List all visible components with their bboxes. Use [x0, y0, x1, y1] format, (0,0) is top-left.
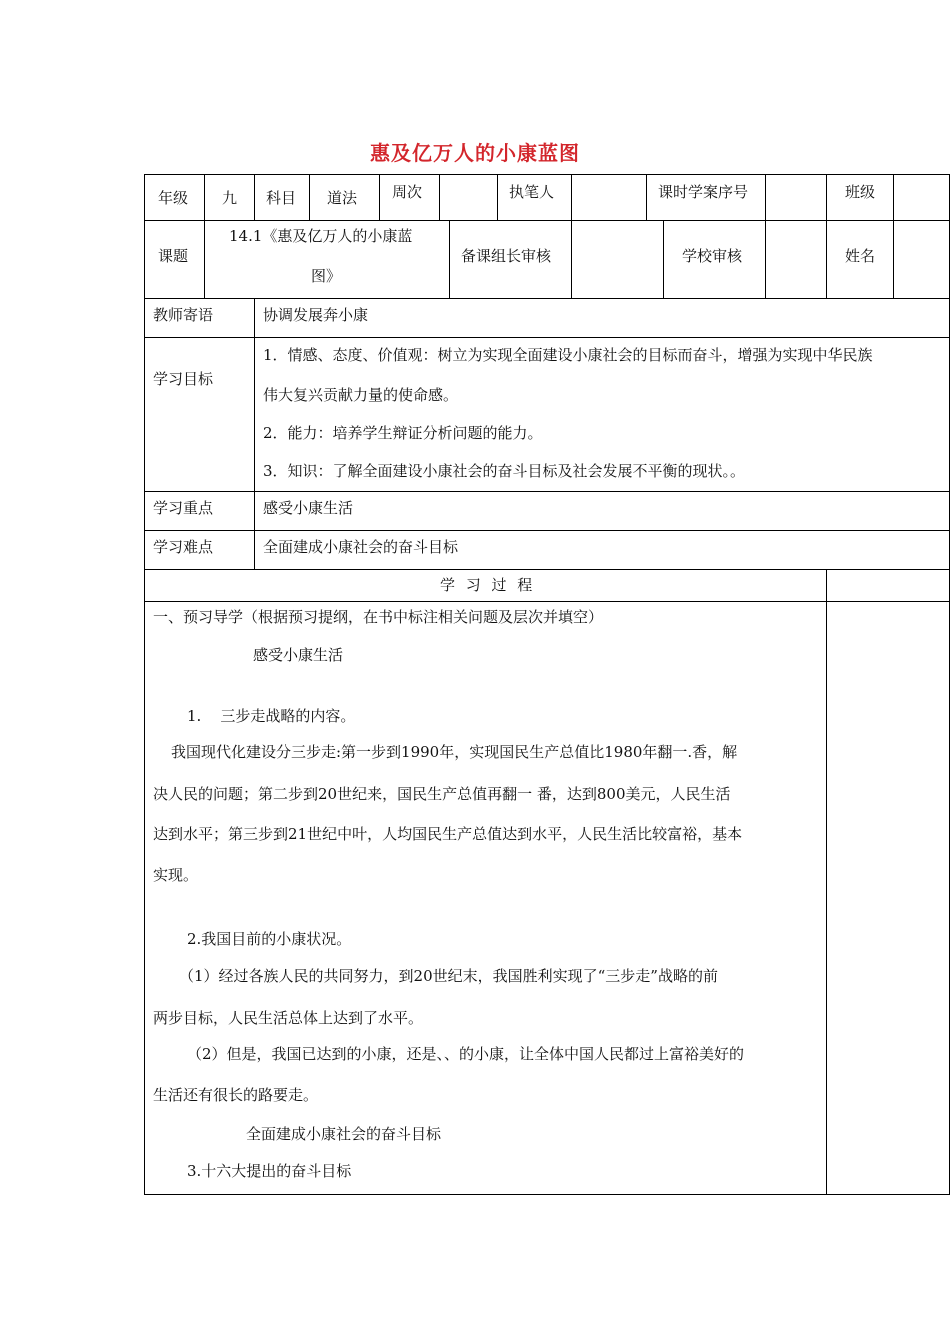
topic-value-line1: 14.1《惠及亿万人的小康蓝 — [229, 227, 413, 245]
week-value-cell — [439, 174, 498, 221]
school-review-value-cell — [765, 220, 827, 299]
week-label-cell — [379, 174, 440, 221]
school-review-label: 学校审核 — [682, 247, 743, 265]
focus-value-cell — [254, 491, 950, 531]
focus-label: 学习重点 — [153, 499, 214, 517]
teacher-words-value-cell — [254, 298, 950, 338]
grade-label-cell — [144, 174, 205, 221]
process-heading: 学 习 过 程 — [440, 576, 536, 594]
lesson-no-label-cell — [646, 174, 766, 221]
subject-value: 道法 — [327, 189, 358, 207]
goals-label: 学习目标 — [153, 370, 214, 388]
difficulty-label: 学习难点 — [153, 538, 214, 556]
teacher-words-label: 教师寄语 — [153, 306, 214, 324]
process-body-cell — [144, 601, 827, 1195]
process-line: 达到水平；第三步到21世纪中叶，人均国民生产总值达到水平，人民生活比较富裕，基本 — [153, 825, 743, 843]
process-subheading: 感受小康生活 — [253, 646, 344, 664]
difficulty-value-cell — [254, 530, 950, 570]
process-line: 决人民的问题；第二步到20世纪来，国民生产总值再翻一 番，达到800美元，人民生活 — [153, 785, 731, 803]
teacher-words-value: 协调发展奔小康 — [263, 306, 369, 324]
process-line: （1）经过各族人民的共同努力，到20世纪末，我国胜利实现了“三步走”战略的前 — [179, 967, 718, 985]
process-line: 生活还有很长的路要走。 — [153, 1086, 319, 1104]
focus-label-cell — [144, 491, 255, 531]
class-label-cell — [826, 174, 894, 221]
goal-line: 2．能力：培养学生辩证分析问题的能力。 — [263, 424, 543, 442]
class-label: 班级 — [845, 183, 876, 201]
class-value-cell — [893, 174, 950, 221]
week-label: 周次 — [392, 183, 423, 201]
lesson-no-label: 课时学案序号 — [658, 183, 749, 201]
process-line: 2.我国目前的小康状况。 — [187, 930, 352, 948]
difficulty-value: 全面建成小康社会的奋斗目标 — [263, 538, 459, 556]
process-subheading: 全面建成小康社会的奋斗目标 — [246, 1125, 442, 1143]
goals-label-cell — [144, 337, 255, 492]
group-review-value-cell — [571, 220, 664, 299]
goal-line: 3．知识：了解全面建设小康社会的奋斗目标及社会发展不平衡的现状。。 — [263, 462, 746, 480]
subject-value-cell — [309, 174, 380, 221]
topic-value-cell — [204, 220, 450, 299]
page-title: 惠及亿万人的小康蓝图 — [370, 141, 580, 165]
name-label: 姓名 — [845, 247, 876, 265]
focus-value: 感受小康生活 — [263, 499, 354, 517]
goal-line: 1．情感、态度、价值观：树立为实现全面建设小康社会的目标而奋斗，增强为实现中华民族 — [263, 346, 873, 364]
lesson-no-value-cell — [765, 174, 827, 221]
topic-value-line2: 图》 — [311, 267, 342, 285]
process-line: （2）但是，我国已达到的小康，还是、、的小康，让全体中国人民都过上富裕美好的 — [187, 1045, 745, 1063]
process-heading-cell — [144, 569, 827, 602]
grade-value-cell — [204, 174, 255, 221]
subject-label: 科目 — [266, 189, 297, 207]
writer-label-cell — [497, 174, 572, 221]
teacher-words-label-cell — [144, 298, 255, 338]
writer-value-cell — [571, 174, 647, 221]
grade-label: 年级 — [158, 189, 189, 207]
grade-value: 九 — [222, 189, 238, 207]
name-value-cell — [893, 220, 950, 299]
process-line: 两步目标，人民生活总体上达到了水平。 — [153, 1009, 424, 1027]
topic-label-cell — [144, 220, 205, 299]
process-line: 我国现代化建设分三步走:第一步到1990年，实现国民生产总值比1980年翻一.香，解 — [171, 743, 738, 761]
school-review-label-cell — [663, 220, 766, 299]
process-side-cell — [826, 601, 950, 1195]
process-line: 3.十六大提出的奋斗目标 — [187, 1162, 352, 1180]
goals-value-cell — [254, 337, 950, 492]
process-side-heading-cell — [826, 569, 950, 602]
group-review-label: 备课组长审核 — [461, 247, 552, 265]
name-label-cell — [826, 220, 894, 299]
process-line: 1. 三步走战略的内容。 — [187, 707, 356, 725]
process-line: 一、预习导学（根据预习提纲，在书中标注相关问题及层次并填空） — [153, 608, 604, 626]
group-review-label-cell — [449, 220, 572, 299]
difficulty-label-cell — [144, 530, 255, 570]
process-line: 实现。 — [153, 866, 199, 884]
writer-label: 执笔人 — [509, 183, 555, 201]
goal-line: 伟大复兴贡献力量的使命感。 — [263, 386, 459, 404]
subject-label-cell — [254, 174, 310, 221]
topic-label: 课题 — [158, 247, 189, 265]
